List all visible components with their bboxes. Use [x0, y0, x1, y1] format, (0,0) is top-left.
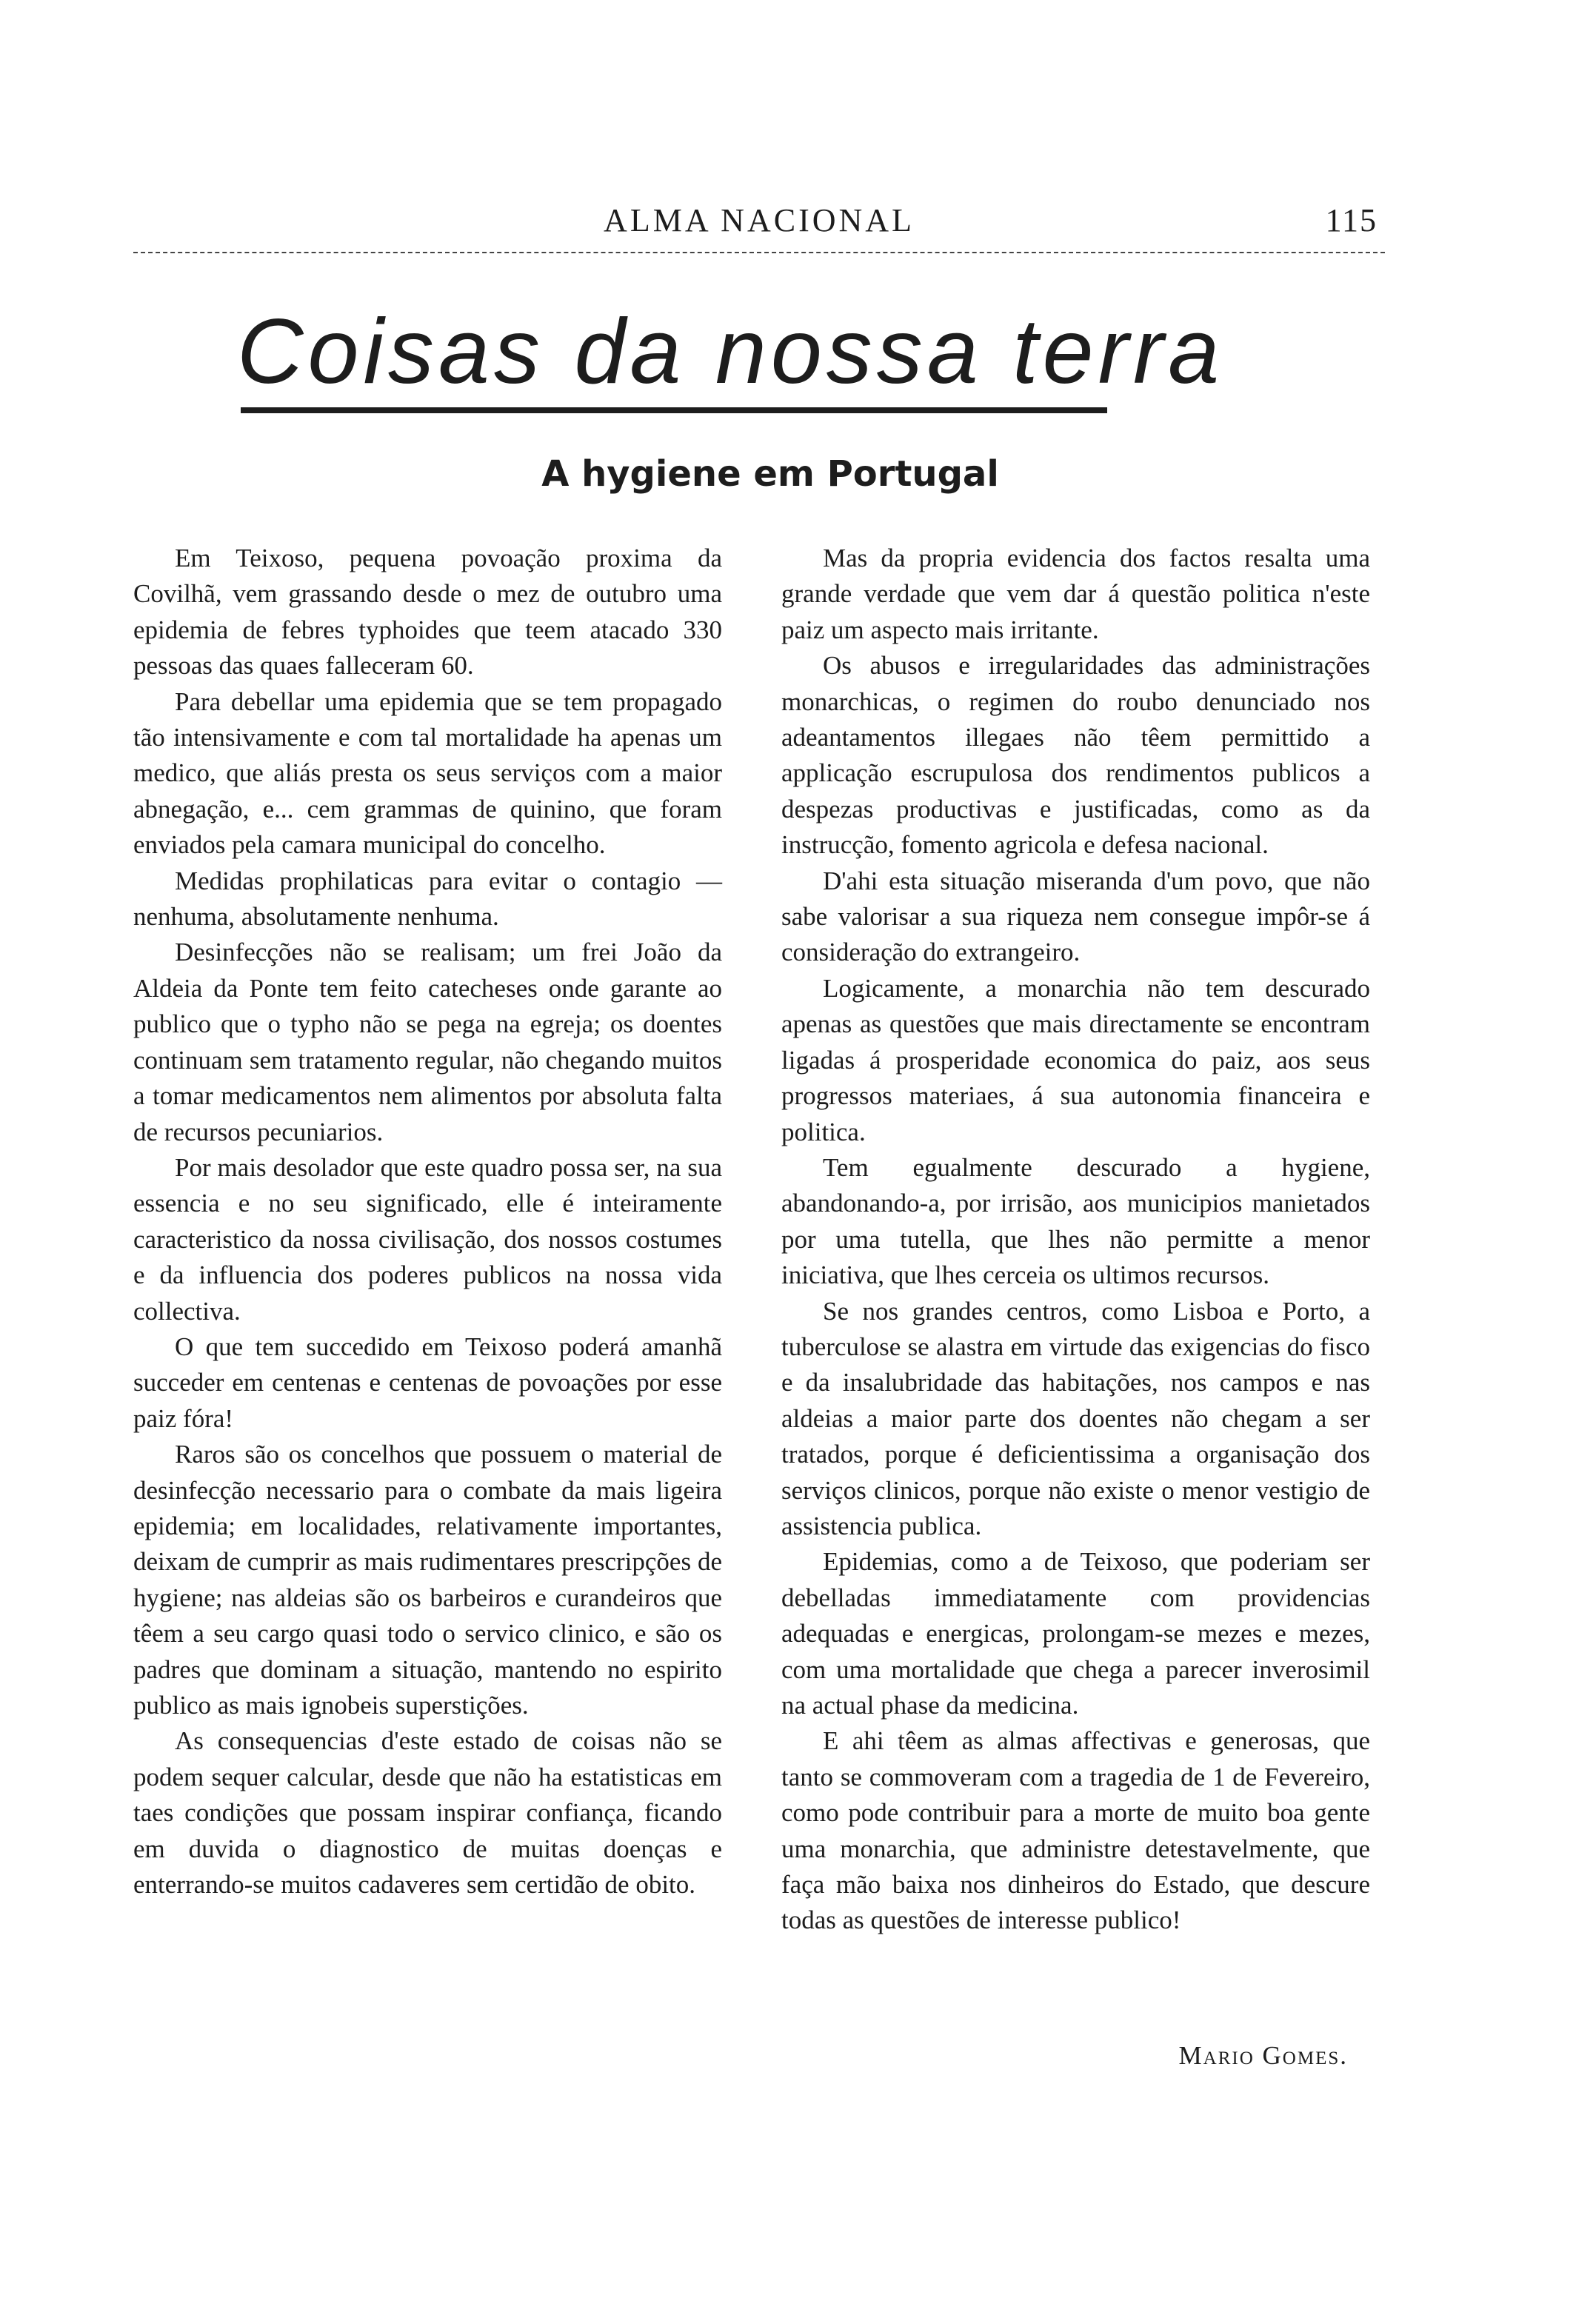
paragraph: Se nos grandes centros, como Lisboa e Porto, a tuberculose se alastra em virtude das exigencias do fisco e da insalubridade das habitações, nos campos e nas aldeias a maior parte dos doentes não chegam a ser tratados, porque é deficientissima a organisação dos serviços clinicos, porque não existe o menor vestigio de assistencia publica. [781, 1296, 1370, 1540]
paragraph: O que tem succedido em Teixoso poderá amanhã succeder em centenas e centenas de povoações por esse paiz fóra! [133, 1332, 722, 1433]
section-title-underline [241, 407, 1107, 413]
paragraph: Os abusos e irregularidades das administrações monarchicas, o regimen do roubo denunciado nos adeantamentos illegaes não têem permittido a applicação escrupulosa dos rendimentos publicos a despezas productivas e justificadas, como as da instrucção, fomento agricola e defesa nacional. [781, 651, 1370, 860]
column-right [781, 541, 1370, 1939]
paragraph: Medidas prophilaticas para evitar o contagio — nenhuma, absolutamente nenhuma. [133, 866, 722, 932]
paragraph: Raros são os concelhos que possuem o material de desinfecção necessario para o combate da mais ligeira epidemia; em localidades, relativamente importantes, deixam de cumprir as mais rudimentares prescripções de hygiene; nas aldeias são os barbeiros e curandeiros que têem a seu cargo quasi todo o servico clinico, e são os padres que dominam a situação, mantendo no espirito publico as mais ignobeis superstições. [133, 1440, 722, 1720]
article-title: A hygiene em Portugal [541, 453, 999, 495]
column-left [133, 541, 722, 1903]
paragraph: Tem egualmente descurado a hygiene, abandonando-a, por irrisão, aos municipios manietados por uma tutella, que lhes não permitte a menor iniciativa, que lhes cerceia os ultimos recursos. [781, 1152, 1370, 1290]
author-signature: Mario Gomes. [1178, 2041, 1348, 2070]
paragraph: D'ahi esta situação miseranda d'um povo, que não sabe valorisar a sua riqueza nem consegue impôr-se á consideração do extrangeiro. [781, 866, 1370, 967]
paragraph: Epidemias, como a de Teixoso, que poderiam ser debelladas immediatamente com providencias adequadas e energicas, prolongam-se mezes e mezes, com uma mortalidade que chega a parecer inverosimil na actual phase da medicina. [781, 1547, 1370, 1720]
paragraph: Logicamente, a monarchia não tem descurado apenas as questões que mais directamente se encontram ligadas á prosperidade economica do paiz, aos seus progressos materiaes, á sua autonomia financeira e politica. [781, 973, 1370, 1146]
header-divider [133, 252, 1385, 253]
running-head [133, 198, 1385, 258]
paragraph: Para debellar uma epidemia que se tem propagado tão intensivamente e com tal mortalidade ha apenas um medico, que aliás presta os seus serviços com a maior abnegação, e... cem grammas de quinino, que foram enviados pela camara municipal do concelho. [133, 687, 722, 860]
paragraph: Desinfecções não se realisam; um frei João da Aldeia da Ponte tem feito catecheses onde garante ao publico que o typho não se pega na egreja; os doentes continuam sem tratamento regular, não chegando muitos a tomar medicamentos nem alimentos por absoluta falta de recursos pecuniarios. [133, 938, 722, 1146]
section-title: Coisas da nossa terra [237, 301, 1224, 403]
paragraph: As consequencias d'este estado de coisas não se podem sequer calcular, desde que não ha estatisticas em taes condições que possam inspirar confiança, ficando em duvida o diagnostico de muitas doenças e enterrando-se muitos cadaveres sem certidão de obito. [133, 1726, 722, 1900]
paragraph: E ahi têem as almas affectivas e generosas, que tanto se commoveram com a tragedia de 1 de Fevereiro, como pode contribuir para a morte de muito boa gente uma monarchia, que administre detestavelmente, que faça mão baixa nos dinheiros do Estado, que descure todas as questões de interesse publico! [781, 1726, 1370, 1935]
journal-title: ALMA NACIONAL [604, 202, 915, 238]
paragraph: Em Teixoso, pequena povoação proxima da Covilhã, vem grassando desde o mez de outubro uma epidemia de febres typhoides que teem atacado 330 pessoas das quaes falleceram 60. [133, 544, 722, 681]
paragraph: Mas da propria evidencia dos factos resalta uma grande verdade que vem dar á questão politica n'este paiz um aspecto mais irritante. [781, 544, 1370, 644]
paragraph: Por mais desolador que este quadro possa ser, na sua essencia e no seu significado, elle é inteiramente caracteristico da nossa civilisação, dos nossos costumes e da influencia dos poderes publicos na nossa vida collectiva. [133, 1152, 722, 1326]
page-number: 115 [1325, 202, 1378, 238]
